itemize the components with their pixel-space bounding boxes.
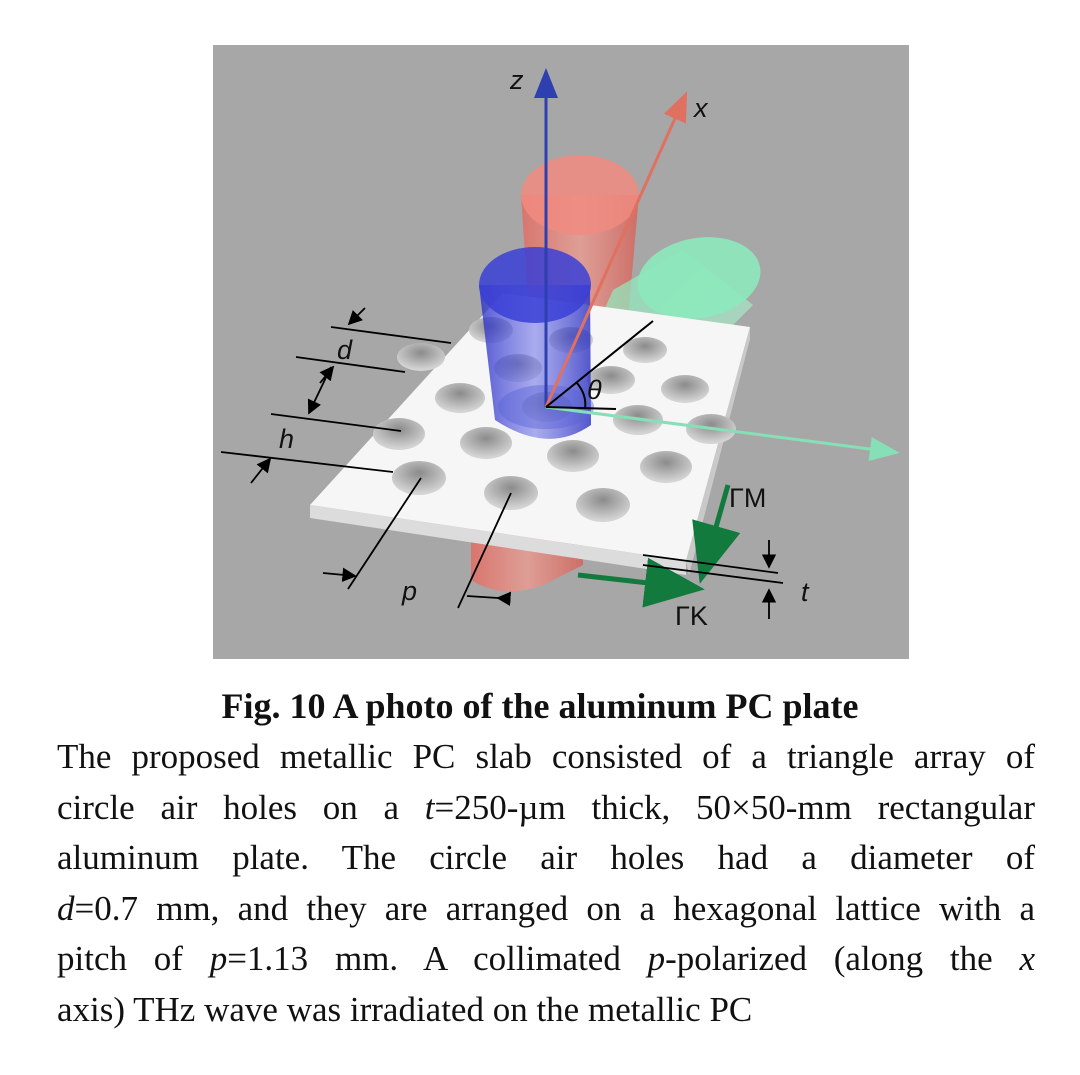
caption-text-run: -polarized (along the bbox=[665, 939, 1020, 978]
caption-line bbox=[57, 732, 1035, 783]
caption-variable: p bbox=[647, 939, 666, 978]
caption-variable: t bbox=[424, 787, 435, 827]
pc-plate-diagram bbox=[213, 45, 909, 659]
figure-caption-title: Fig. 10 A photo of the aluminum PC plate bbox=[221, 686, 859, 726]
theta-label: θ bbox=[587, 375, 602, 405]
p-label: p bbox=[402, 576, 418, 606]
caption-variable: p bbox=[209, 939, 228, 978]
caption-line bbox=[57, 985, 1035, 1036]
caption-text-run: =250-µm thick, 50×50-mm rectangular bbox=[434, 787, 1035, 827]
caption-text-run: The proposed metallic PC slab consisted of a triangle array of bbox=[57, 737, 1035, 776]
caption-variable: x bbox=[1019, 939, 1036, 978]
caption-text-run: pitch of bbox=[57, 939, 210, 978]
pc-plate-figure bbox=[213, 45, 909, 659]
z-axis-label: z bbox=[510, 65, 524, 95]
t-label: t bbox=[801, 577, 809, 607]
h-label: h bbox=[279, 424, 295, 454]
caption-line bbox=[57, 884, 1035, 935]
caption-text-run: axis) THz wave was irradiated on the metallic PC bbox=[57, 989, 753, 1029]
d-label: d bbox=[337, 335, 353, 365]
caption-text-run: circle air holes on a bbox=[57, 787, 425, 827]
gamma-k-label: ΓK bbox=[675, 601, 708, 631]
caption-text-run: =1.13 mm. A collimated bbox=[227, 939, 648, 978]
x-axis-label: x bbox=[694, 93, 708, 123]
caption-line bbox=[57, 934, 1035, 985]
caption-text-run: =0.7 mm, and they are arranged on a hexagonal lattice with a bbox=[74, 888, 1035, 928]
caption-text-run: aluminum plate. The circle air holes had a diameter of bbox=[57, 838, 1035, 877]
caption-line bbox=[57, 833, 1035, 884]
figure-caption-text bbox=[57, 732, 1035, 1035]
caption-variable: d bbox=[57, 888, 75, 928]
gamma-m-label: ΓM bbox=[729, 483, 767, 513]
caption-line bbox=[57, 783, 1035, 834]
